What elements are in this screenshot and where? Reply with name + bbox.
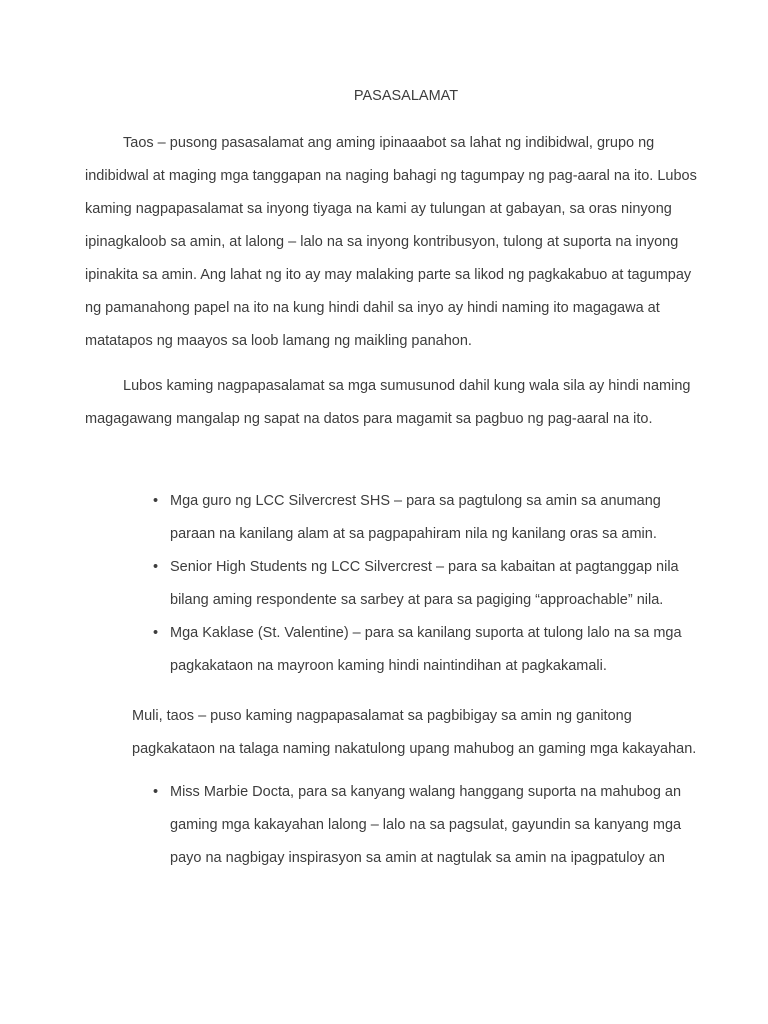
- paragraph-closing-thanks: Muli, taos – puso kaming nagpapasalamat sa pagbibigay sa amin ng ganitong pagkakataon na talaga naming nakatulong upang mahubog an gaming mga kakayahan.: [132, 708, 697, 757]
- list-item: [153, 617, 696, 683]
- paragraph-acknowledgement-intro: Taos – pusong pasasalamat ang aming ipinaaabot sa lahat ng indibidwal, grupo ng indibidwal at maging mga tanggapan na naging bahagi ng tagumpay ng pag-aaral na ito. Lubos kaming nagpapasalamat sa inyong tiyaga na kami ay tulungan at gabayan, sa oras ninyong ipinagkaloob sa amin, at lalong – lalo na sa inyong kontribusyon, tulong at suporta na inyong ipinakita sa amin. Ang lahat ng ito ay may malaking parte sa likod ng pagkakabuo at tagumpay ng pamanahong papel na ito na kung hindi dahil sa inyo ay hindi naming ito magagawa at matatapos ng maayos sa loob lamang ng maikling panahon.: [85, 135, 697, 349]
- list-item-text: Miss Marbie Docta, para sa kanyang walang hanggang suporta na mahubog an gaming mga kakayahan lalong – lalo na sa pagsulat, gayundin sa kanyang mga payo na nagbigay inspirasyon sa amin at nagtulak sa amin na ipagpatuloy an: [170, 784, 682, 866]
- bullet-icon: •: [153, 784, 159, 800]
- bullet-icon: •: [153, 493, 159, 509]
- list-item-text: Mga Kaklase (St. Valentine) – para sa kanilang suporta at tulong lalo na sa mga pagkakataon na mayroon kaming hindi naintindihan at pagkakamali.: [170, 625, 682, 674]
- acknowledgement-bullet-list: [153, 485, 696, 683]
- thanks-bullet-list: [153, 776, 696, 875]
- paragraph-acknowledgement-list-intro: Lubos kaming nagpapasalamat sa mga sumusunod dahil kung wala sila ay hindi naming magagawang mangalap ng sapat na datos para magamit sa pagbuo ng pag-aaral na ito.: [85, 378, 691, 427]
- bullet-icon: •: [153, 559, 159, 575]
- list-item: [153, 551, 696, 617]
- list-item: [153, 485, 696, 551]
- list-item-text: Senior High Students ng LCC Silvercrest – para sa kabaitan at pagtanggap nila bilang aming respondente sa sarbey at para sa pagiging “approachable” nila.: [170, 559, 679, 608]
- list-item: [153, 776, 696, 875]
- bullet-icon: •: [153, 625, 159, 641]
- list-item-text: Mga guro ng LCC Silvercrest SHS – para sa pagtulong sa amin sa anumang paraan na kanilang alam at sa pagpapahiram nila ng kanilang oras sa amin.: [170, 493, 661, 542]
- page-title: PASASALAMAT: [353, 88, 459, 104]
